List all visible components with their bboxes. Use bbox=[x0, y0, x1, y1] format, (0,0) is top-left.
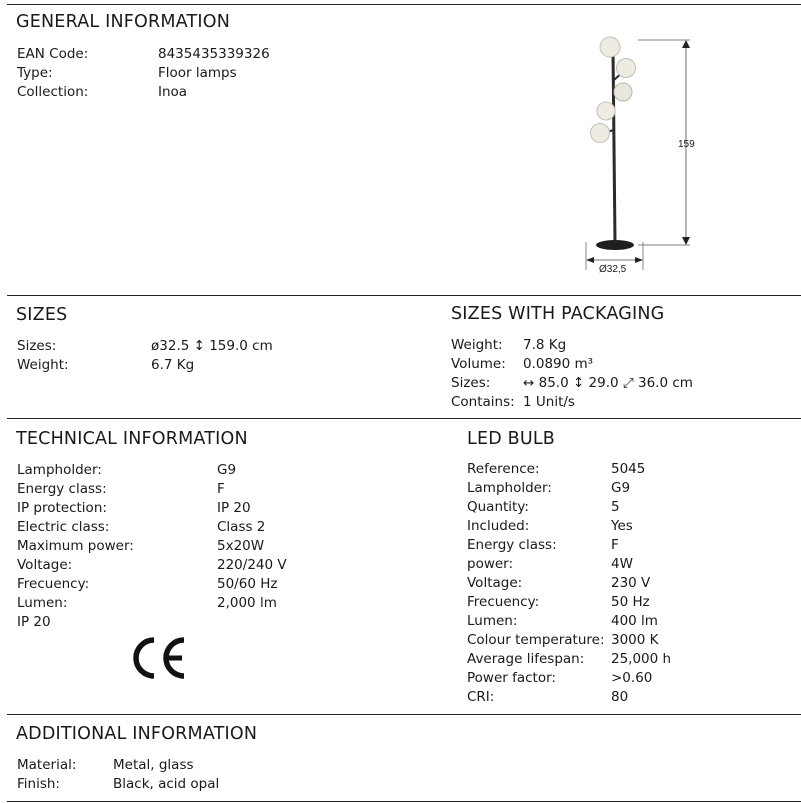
technical-label: IP 20 bbox=[17, 614, 51, 630]
sizes-value: 6.7 Kg bbox=[151, 357, 195, 373]
divider-technical-additional bbox=[7, 714, 801, 715]
technical-value: 50/60 Hz bbox=[217, 576, 278, 592]
technical-label: Lampholder: bbox=[17, 462, 102, 478]
general-value: 8435435339326 bbox=[158, 46, 270, 62]
technical-label: Maximum power: bbox=[17, 538, 134, 554]
additional-label: Material: bbox=[17, 757, 77, 773]
packaging-value: ↔ 85.0 ↕ 29.0 ⤢ 36.0 cm bbox=[523, 375, 693, 391]
technical-title: TECHNICAL INFORMATION bbox=[16, 429, 248, 449]
led-value: F bbox=[611, 537, 619, 553]
led-value: 5045 bbox=[611, 461, 646, 477]
packaging-value: 7.8 Kg bbox=[523, 337, 567, 353]
led-label: CRI: bbox=[467, 689, 495, 705]
led-label: Included: bbox=[467, 518, 530, 534]
packaging-label: Weight: bbox=[451, 337, 503, 353]
additional-title: ADDITIONAL INFORMATION bbox=[16, 724, 258, 744]
technical-value: G9 bbox=[217, 462, 237, 478]
led-label: Average lifespan: bbox=[467, 651, 585, 667]
sizes-label: Sizes: bbox=[17, 338, 57, 354]
technical-label: Frecuency: bbox=[17, 576, 90, 592]
led-value: G9 bbox=[611, 480, 631, 496]
technical-label: IP protection: bbox=[17, 500, 107, 516]
led-label: Colour temperature: bbox=[467, 632, 605, 648]
general-title: GENERAL INFORMATION bbox=[16, 12, 230, 32]
packaging-label: Sizes: bbox=[451, 375, 491, 391]
sizes-label: Weight: bbox=[17, 357, 69, 373]
technical-value: 220/240 V bbox=[217, 557, 287, 573]
technical-value: 2,000 lm bbox=[217, 595, 277, 611]
led-title: LED BULB bbox=[467, 429, 556, 449]
led-value: 80 bbox=[611, 689, 629, 705]
led-value: 25,000 h bbox=[611, 651, 672, 667]
technical-value: IP 20 bbox=[217, 500, 251, 516]
led-value: Yes bbox=[611, 518, 633, 534]
led-label: Lampholder: bbox=[467, 480, 552, 496]
technical-label: Voltage: bbox=[17, 557, 73, 573]
general-label: EAN Code: bbox=[17, 46, 89, 62]
led-label: Lumen: bbox=[467, 613, 518, 629]
led-label: Power factor: bbox=[467, 670, 556, 686]
packaging-label: Volume: bbox=[451, 356, 506, 372]
packaging-title: SIZES WITH PACKAGING bbox=[451, 304, 665, 324]
led-value: 5 bbox=[611, 499, 620, 515]
technical-value: F bbox=[217, 481, 225, 497]
led-label: power: bbox=[467, 556, 514, 572]
ce-mark-icon bbox=[132, 636, 188, 680]
led-value: 400 lm bbox=[611, 613, 658, 629]
general-value: Floor lamps bbox=[158, 65, 237, 81]
top-rule bbox=[7, 4, 801, 5]
divider-general-sizes bbox=[7, 295, 801, 296]
technical-label: Energy class: bbox=[17, 481, 107, 497]
packaging-label: Contains: bbox=[451, 394, 515, 410]
led-label: Voltage: bbox=[467, 575, 523, 591]
general-label: Collection: bbox=[17, 84, 89, 100]
packaging-value: 1 Unit/s bbox=[523, 394, 575, 410]
led-value: 50 Hz bbox=[611, 594, 650, 610]
sizes-value: ø32.5 ↕ 159.0 cm bbox=[151, 338, 273, 354]
led-value: 4W bbox=[611, 556, 633, 572]
divider-sizes-technical bbox=[7, 418, 801, 419]
technical-value: 5x20W bbox=[217, 538, 265, 554]
sizes-title: SIZES bbox=[16, 305, 68, 325]
led-label: Frecuency: bbox=[467, 594, 540, 610]
led-label: Energy class: bbox=[467, 537, 557, 553]
general-label: Type: bbox=[17, 65, 53, 81]
additional-value: Metal, glass bbox=[113, 757, 194, 773]
floor-lamp-drawing bbox=[570, 30, 710, 280]
led-label: Reference: bbox=[467, 461, 540, 477]
led-value: 3000 K bbox=[611, 632, 659, 648]
technical-label: Electric class: bbox=[17, 519, 110, 535]
led-value: >0.60 bbox=[611, 670, 653, 686]
technical-value: Class 2 bbox=[217, 519, 266, 535]
technical-label: Lumen: bbox=[17, 595, 68, 611]
additional-value: Black, acid opal bbox=[113, 776, 220, 792]
packaging-value: 0.0890 m³ bbox=[523, 356, 594, 372]
general-value: Inoa bbox=[158, 84, 188, 100]
bottom-rule bbox=[7, 801, 801, 802]
additional-label: Finish: bbox=[17, 776, 60, 792]
led-label: Quantity: bbox=[467, 499, 529, 515]
diameter-dimension-label: Ø32,5 bbox=[599, 264, 627, 275]
led-value: 230 V bbox=[611, 575, 651, 591]
height-dimension-label: 159 bbox=[678, 139, 695, 150]
